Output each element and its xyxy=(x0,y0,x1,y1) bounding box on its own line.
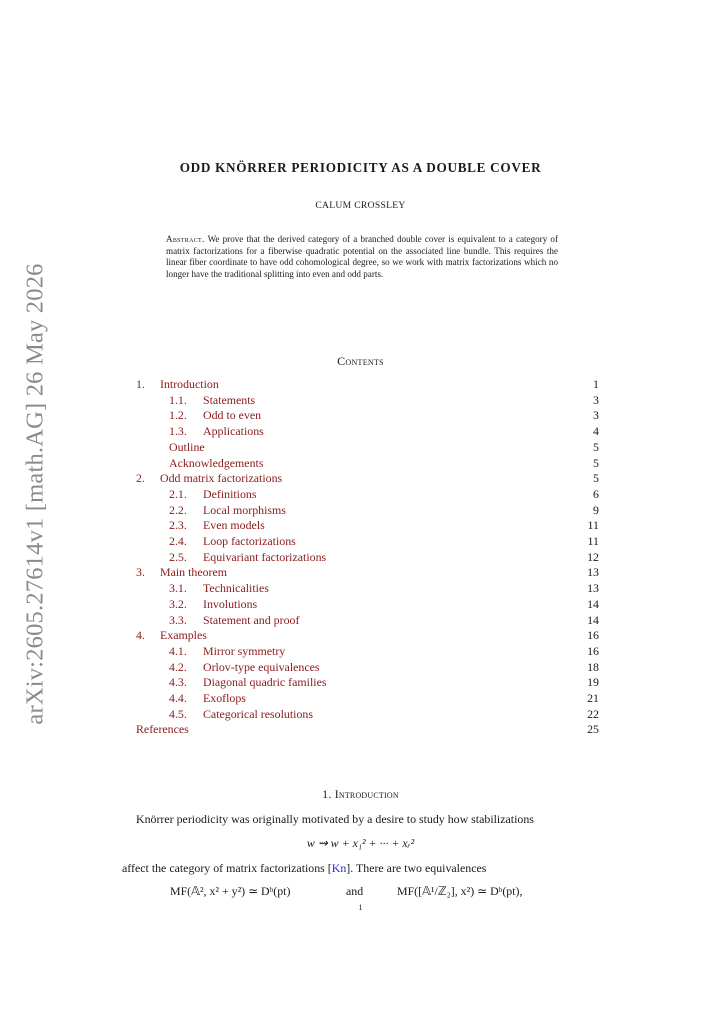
toc-entry[interactable] xyxy=(0,534,721,550)
toc-entry[interactable] xyxy=(0,565,721,581)
toc-entry-label[interactable]: Main theorem xyxy=(160,565,228,580)
toc-entry[interactable] xyxy=(0,518,721,534)
toc-entry-label[interactable]: Definitions xyxy=(203,486,257,501)
toc-entry-label[interactable]: Even models xyxy=(203,518,265,533)
toc-entry-label[interactable]: Orlov-type equivalences xyxy=(203,659,320,674)
toc-entry-label[interactable]: Involutions xyxy=(203,596,258,611)
toc-entry-page: 1 xyxy=(593,377,599,391)
toc-entry-page: 9 xyxy=(593,502,599,517)
toc-entry-number: 2.2. xyxy=(169,502,187,517)
toc-entry-number: 2.4. xyxy=(169,534,187,548)
toc-entry-number: 4.3. xyxy=(169,675,187,690)
toc-entry-number: 2.5. xyxy=(169,549,187,564)
equation-right: MF([𝔸¹/ℤ₂], x²) ≃ Dᵇ(pt), xyxy=(397,884,523,898)
toc-entry-number: 1. xyxy=(136,377,145,391)
toc-entry[interactable] xyxy=(0,707,721,723)
paper-title: ODD KNÖRRER PERIODICITY AS A DOUBLE COVER xyxy=(179,160,542,175)
toc-entry-number: 2.3. xyxy=(169,518,187,533)
toc-entry-page: 16 xyxy=(587,628,599,643)
display-equation-1: w ⇝ w + x₁² + ··· + xᵣ² xyxy=(306,836,415,850)
toc-entry-page: 16 xyxy=(587,643,599,658)
toc-entry-number: 4.1. xyxy=(169,643,187,658)
toc-entry[interactable] xyxy=(0,644,721,660)
toc-entry-label[interactable]: Applications xyxy=(203,424,264,439)
toc-entry-page: 11 xyxy=(587,518,599,533)
toc-entry[interactable] xyxy=(0,377,721,393)
toc-entry-page: 22 xyxy=(587,706,599,721)
toc-entry[interactable] xyxy=(0,503,721,519)
arxiv-stamp-text: arXiv:2605.27614v1 [math.AG] 26 May 2026 xyxy=(22,263,50,725)
toc-entry[interactable] xyxy=(0,613,721,629)
contents-heading: Contents xyxy=(337,354,384,368)
toc-entry-number: 1.3. xyxy=(169,424,187,439)
toc-entry[interactable] xyxy=(0,660,721,676)
toc-entry-number: 3.2. xyxy=(169,596,187,611)
paragraph-2 xyxy=(122,861,486,876)
toc-entry-page: 4 xyxy=(593,424,599,439)
abstract xyxy=(166,234,558,280)
toc-entry[interactable] xyxy=(0,424,721,440)
page-number: 1 xyxy=(358,903,363,912)
abstract-label: Abstract. xyxy=(166,234,205,244)
toc-entry[interactable] xyxy=(0,691,721,707)
toc-entry-number: 4.5. xyxy=(169,706,187,721)
toc-entry-page: 21 xyxy=(587,691,599,705)
toc-entry-label[interactable]: Examples xyxy=(160,628,207,643)
toc-entry[interactable] xyxy=(0,487,721,503)
paragraph-2-text: affect the category of matrix factorizations [ xyxy=(122,861,332,875)
toc-entry[interactable] xyxy=(0,471,721,487)
toc-entry-label[interactable]: Exoflops xyxy=(203,691,246,705)
toc-entry[interactable] xyxy=(0,581,721,597)
toc-entry-number: 2.1. xyxy=(169,486,187,501)
toc-entry-page: 12 xyxy=(587,549,599,564)
toc-entry-page: 14 xyxy=(587,612,599,627)
toc-entry-label[interactable]: Equivariant factorizations xyxy=(203,549,327,564)
toc-entry-page: 3 xyxy=(593,408,599,423)
toc-entry-page: 5 xyxy=(593,439,599,454)
section-number: 1. xyxy=(322,787,332,801)
paragraph-1: Knörrer periodicity was originally motivated by a desire to study how stabilizations xyxy=(136,812,534,826)
toc-entry-number: 1.1. xyxy=(169,392,187,407)
toc-entry-page: 14 xyxy=(587,596,599,611)
section-heading xyxy=(0,787,721,802)
toc-entry-number: 2. xyxy=(136,471,145,486)
toc-entry-page: 5 xyxy=(593,455,599,470)
toc-entry-label[interactable]: Statements xyxy=(203,392,256,407)
toc-entry[interactable] xyxy=(0,408,721,424)
toc-entry-label[interactable]: Statement and proof xyxy=(203,612,300,627)
toc-entry-number: 3.3. xyxy=(169,612,187,627)
toc-entry-label[interactable]: References xyxy=(136,722,189,737)
toc-entry-label[interactable]: Local morphisms xyxy=(203,502,286,517)
toc-entry-label[interactable]: Technicalities xyxy=(203,581,269,596)
toc-entry-page: 3 xyxy=(593,392,599,407)
toc-entry[interactable] xyxy=(0,722,721,738)
toc-entry-page: 19 xyxy=(587,675,599,690)
toc-entry-page: 25 xyxy=(587,722,599,737)
toc-entry-label[interactable]: Odd to even xyxy=(203,408,262,423)
paragraph-2-text-end: ]. There are two equivalences xyxy=(346,861,487,875)
toc-entry[interactable] xyxy=(0,628,721,644)
citation-link[interactable]: Kn xyxy=(331,861,347,875)
toc-entry[interactable] xyxy=(0,597,721,613)
toc-entry-number: 3. xyxy=(136,565,145,580)
toc-entry[interactable] xyxy=(0,440,721,456)
toc-entry-label[interactable]: Odd matrix factorizations xyxy=(160,471,283,486)
toc-entry-page: 13 xyxy=(587,565,599,580)
toc-entry-number: 1.2. xyxy=(169,408,187,423)
toc-entry-label[interactable]: Outline xyxy=(169,439,205,454)
toc-entry-label[interactable]: Mirror symmetry xyxy=(203,643,286,658)
toc-entry-page: 5 xyxy=(593,471,599,486)
toc-entry-label[interactable]: Diagonal quadric families xyxy=(203,675,327,690)
equation-and: and xyxy=(346,884,364,898)
toc-entry[interactable] xyxy=(0,550,721,566)
toc-entry[interactable] xyxy=(0,675,721,691)
toc-entry-number: 4.4. xyxy=(169,691,187,705)
equation-left: MF(𝔸², x² + y²) ≃ Dᵇ(pt) xyxy=(170,884,291,898)
section-title: Introduction xyxy=(334,787,399,801)
toc-entry[interactable] xyxy=(0,393,721,409)
toc-entry-label[interactable]: Introduction xyxy=(160,377,219,391)
toc-entry-label[interactable]: Acknowledgements xyxy=(169,455,264,470)
toc-entry-label[interactable]: Loop factorizations xyxy=(203,534,296,548)
toc-entry-page: 18 xyxy=(587,659,599,674)
toc-entry-page: 6 xyxy=(593,486,599,501)
toc-entry-page: 11 xyxy=(587,534,599,548)
toc-entry[interactable] xyxy=(0,456,721,472)
author-name: CALUM CROSSLEY xyxy=(315,200,406,211)
toc-entry-label[interactable]: Categorical resolutions xyxy=(203,706,313,721)
toc-entry-number: 4. xyxy=(136,628,145,643)
toc-entry-page: 13 xyxy=(587,581,599,596)
toc-entry-number: 4.2. xyxy=(169,659,187,674)
toc-entry-number: 3.1. xyxy=(169,581,187,596)
abstract-text: We prove that the derived category of a branched double cover is equivalent to a category of matrix factorizations for a fiberwise quadratic potential on the associated line bundle. This requires the linear fiber coordinate to have odd cohomological degree, so we work with matrix factorizations which no longer have the traditional splitting into even and odd parts. xyxy=(166,234,559,279)
